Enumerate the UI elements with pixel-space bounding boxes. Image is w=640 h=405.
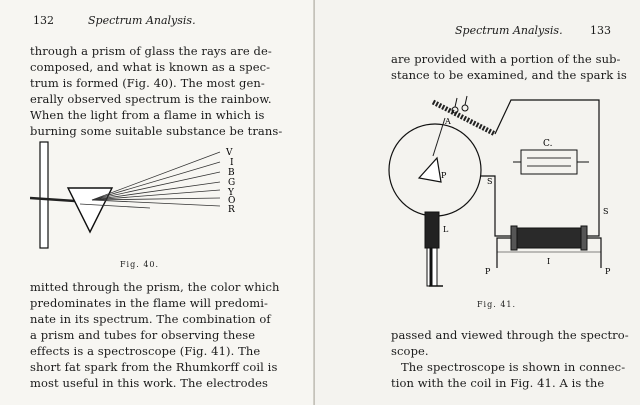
label-l: L <box>443 225 449 234</box>
wire-s-left <box>481 176 513 236</box>
prism-p <box>419 158 441 182</box>
label-i: I <box>547 257 551 266</box>
spectrum-letter: G <box>228 178 236 188</box>
text-line: erally observed spectrum is the rainbow. <box>30 92 272 106</box>
electrode-bar <box>433 102 495 134</box>
spectrum-letter: V <box>226 148 233 158</box>
text-line: through a prism of glass the rays are de- <box>30 44 272 58</box>
text-line: effects is a spectroscope (Fig. 41). The <box>30 344 261 358</box>
page-number-left: 132 <box>33 14 54 27</box>
spectrum-letter: Y <box>228 188 234 198</box>
label-p-prism: P <box>441 171 447 180</box>
spectrum-letter: B <box>228 168 235 178</box>
text-line: burning some suitable substance be trans- <box>30 124 283 138</box>
page-number-right: 133 <box>590 24 611 37</box>
figure-41-spectroscope-diagram <box>385 88 615 293</box>
spectrum-letter: R <box>228 205 235 215</box>
figure-40-caption: Fig. 40. <box>120 260 160 269</box>
text-line: scope. <box>391 344 429 358</box>
induction-coil-i <box>515 228 583 248</box>
label-s-left: S <box>487 177 493 186</box>
running-head-left: Spectrum Analysis. <box>88 14 196 27</box>
text-line: short fat spark from the Rhumkorff coil is <box>30 360 278 374</box>
wire-s-right <box>495 100 599 236</box>
text-line: trum is formed (Fig. 40). The most gen- <box>30 76 265 90</box>
text-line: tion with the coil in Fig. 41. A is the <box>391 376 605 390</box>
label-p-right: P <box>605 267 611 276</box>
label-s-right: S <box>603 207 609 216</box>
text-line: composed, and what is known as a spec- <box>30 60 271 74</box>
right-page <box>315 0 640 405</box>
left-page <box>0 0 315 405</box>
text-line: most useful in this work. The electrodes <box>30 376 269 390</box>
condenser-c <box>521 150 577 174</box>
text-line: The spectroscope is shown in connec- <box>401 360 626 374</box>
text-line: predominates in the flame will predomi- <box>30 296 269 310</box>
label-p-left: P <box>485 267 491 276</box>
spectrum-letter: O <box>228 196 236 206</box>
label-a: A <box>445 117 451 126</box>
text-line: are provided with a portion of the sub- <box>391 52 621 66</box>
text-line: a prism and tubes for observing these <box>30 328 256 342</box>
dispersed-rays <box>80 152 220 208</box>
text-line: passed and viewed through the spectro- <box>391 328 629 342</box>
figure-41-caption: Fig. 41. <box>477 300 517 309</box>
slit-screen <box>40 142 48 248</box>
text-line: mitted through the prism, the color which <box>30 280 280 294</box>
label-c: C. <box>543 139 553 149</box>
text-line: stance to be examined, and the spark is <box>391 68 627 82</box>
spectrum-letter: I <box>230 158 234 168</box>
figure-40-prism-diagram <box>30 140 290 250</box>
text-line: When the light from a flame in which is <box>30 108 265 122</box>
telescope-l <box>425 212 439 248</box>
running-head-right: Spectrum Analysis. <box>455 24 563 37</box>
text-line: nate in its spectrum. The combination of <box>30 312 271 326</box>
